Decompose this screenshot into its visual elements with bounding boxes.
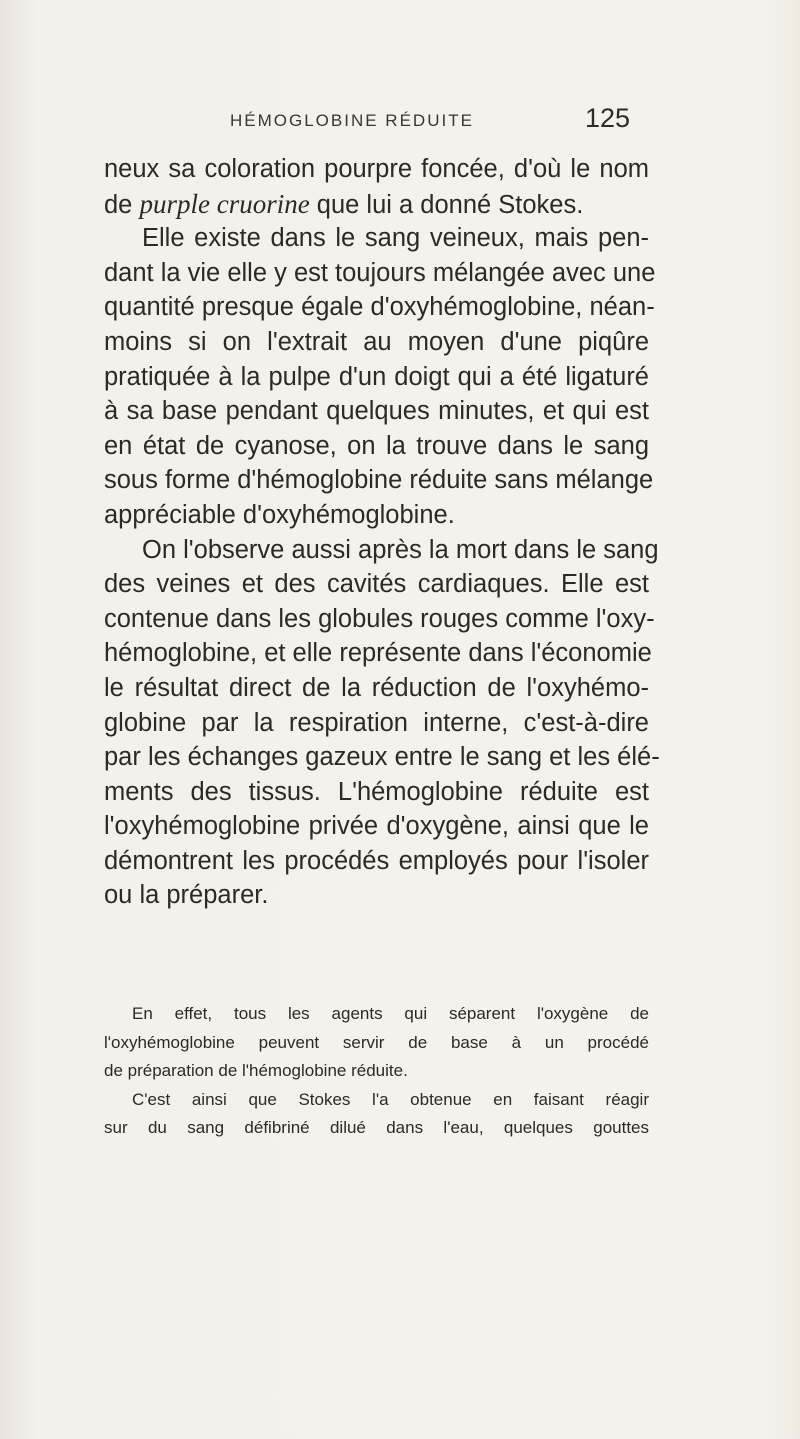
page-number: 125 [585,103,631,133]
text-line: l'oxyhémoglobine privée d'oxygène, ainsi que le [104,812,649,841]
small-text-line: l'oxyhémoglobine peuvent servir de base à un procédé [104,1032,649,1052]
small-text-line: C'est ainsi que Stokes l'a obtenue en faisant réagir [132,1089,649,1109]
running-header: HÉMOGLOBINE RÉDUITE [230,111,474,130]
text-line: globine par la respiration interne, c'est-à-dire [104,708,649,737]
text-line: sous forme d'hémoglobine réduite sans mélange [104,466,654,495]
text-line: moins si on l'extrait au moyen d'une piqûre [104,327,649,356]
text-line: le résultat direct de la réduction de l'oxyhémo- [104,673,649,702]
text-line: quantité presque égale d'oxyhémoglobine, néan- [104,293,655,322]
text-line: pratiquée à la pulpe d'un doigt qui a été ligaturé [104,362,649,391]
text-line: neux sa coloration pourpre foncée, d'où le nom [104,155,649,183]
small-print-block [104,1000,649,1143]
text-line: On l'observe aussi après la mort dans le sang [142,535,659,564]
text-line: à sa base pendant quelques minutes, et qui est [104,397,649,426]
small-text-line: de préparation de l'hémoglobine réduite. [104,1061,408,1080]
text-line: par les échanges gazeux entre le sang et les élé- [104,743,660,772]
text-line: appréciable d'oxyhémoglobine. [104,500,455,529]
text-line: des veines et des cavités cardiaques. Elle est [104,570,649,599]
text-line: hémoglobine, et elle représente dans l'économie [104,639,652,668]
text-line: en état de cyanose, on la trouve dans le sang [104,431,649,460]
text-fragment: de [104,190,133,219]
italic-term: purple cruorine [139,188,310,219]
text-line: contenue dans les globules rouges comme l'oxy- [104,604,655,633]
text-line: ou la préparer. [104,881,269,910]
text-line [104,187,649,222]
main-text-block [104,152,660,913]
text-line: ments des tissus. L'hémoglobine réduite est [104,777,649,806]
small-text-line: En effet, tous les agents qui séparent l'oxygène de [132,1004,649,1023]
text-line: Elle existe dans le sang veineux, mais pen- [142,224,649,253]
small-text-line: sur du sang défibriné dilué dans l'eau, quelques gouttes [104,1118,649,1137]
text-line: dant la vie elle y est toujours mélangée avec une [104,258,656,287]
text-fragment: que lui a donné Stokes. [316,190,584,219]
text-line: démontrent les procédés employés pour l'isoler [104,846,649,875]
